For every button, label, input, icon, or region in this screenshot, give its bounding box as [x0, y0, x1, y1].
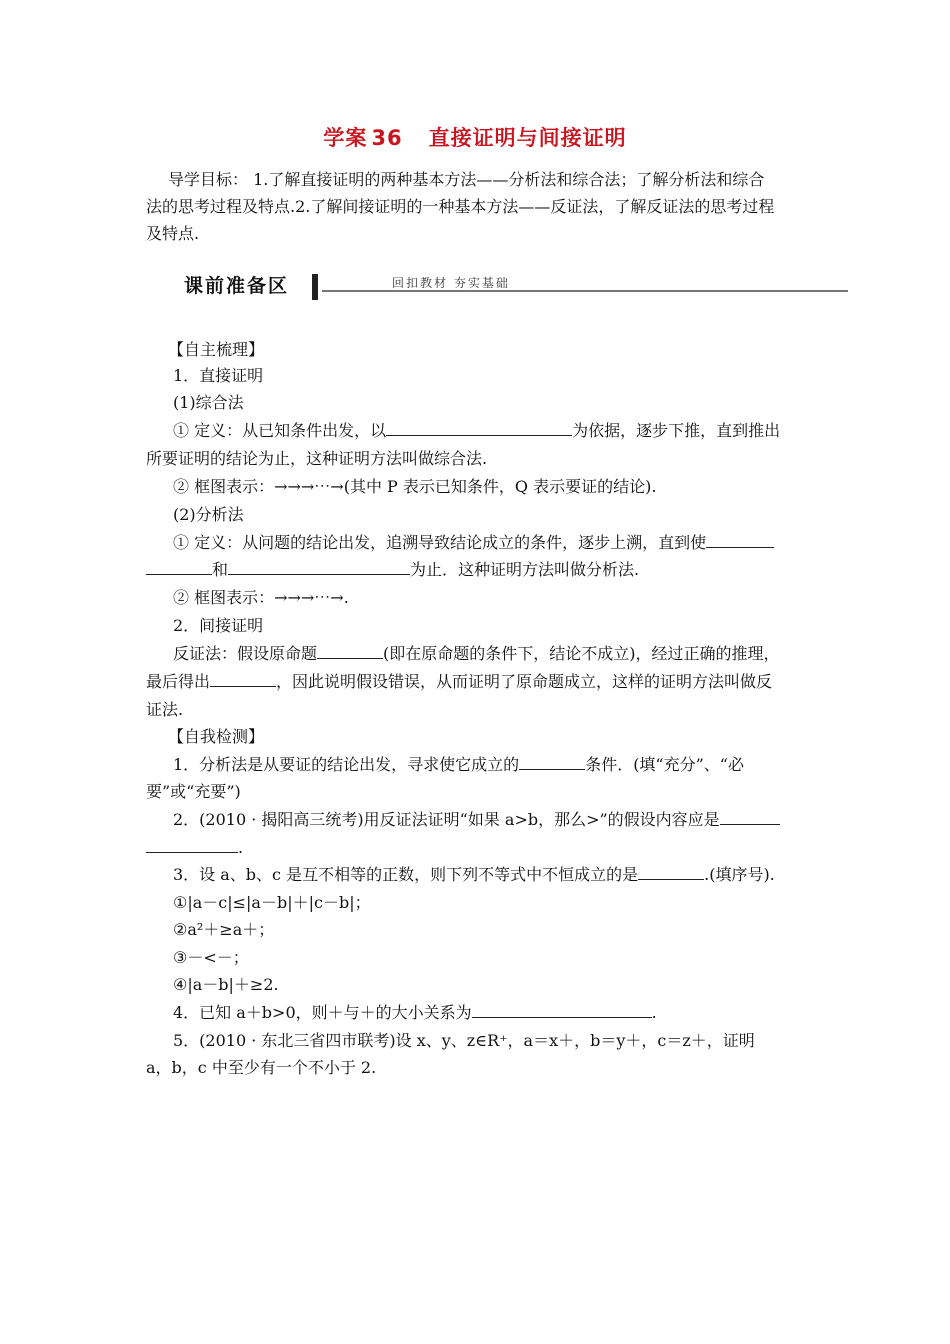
question-2: [173, 810, 780, 830]
question-1: [173, 755, 744, 775]
contra-text-c: 最后得出: [146, 672, 211, 691]
q2-text-b: .: [238, 838, 244, 857]
analytic-definition-cont: [146, 560, 639, 580]
answer-blank[interactable]: [146, 560, 212, 575]
goals-line-3: 及特点.: [146, 224, 200, 243]
contradiction-definition: [173, 644, 780, 664]
q1-text-b: 条件．(填“充分”、“必: [585, 755, 744, 774]
section-subtitle: 回扣教材 夯实基础: [392, 276, 510, 290]
q3-text-b: .(填序号).: [704, 865, 775, 884]
section-title: 课前准备区: [184, 275, 290, 297]
syn-def-text-a: ① 定义：从已知条件出发，以: [173, 421, 387, 440]
ana-def-text-c: 为止．这种证明方法叫做分析法.: [410, 560, 640, 579]
question-3-option-3: ③－<－；: [173, 948, 249, 967]
q2-text-a: 2．(2010 · 揭阳高三统考)用反证法证明“如果 a>b，那么>”的假设内容应是: [173, 810, 720, 829]
contra-text-b: (即在原命题的条件下，结论不成立)，经过正确的推理，: [383, 644, 780, 663]
contra-text-d: ，因此说明假设错误，从而证明了原命题成立，这样的证明方法叫做反: [276, 672, 773, 691]
section-header: [176, 270, 848, 304]
title-prefix: 学案: [323, 126, 368, 150]
question-4: [173, 1003, 657, 1023]
title-main: 直接证明与间接证明: [428, 126, 627, 150]
question-5-cont: a，b，c 中至少有一个不小于 2.: [146, 1058, 377, 1077]
synthetic-heading: (1)综合法: [173, 393, 244, 412]
analytic-diagram: ② 框图表示：→→→⋯→.: [173, 588, 349, 607]
question-3-option-2: ②a²＋≥a＋；: [173, 920, 275, 939]
title-number: 36: [371, 126, 403, 150]
indirect-proof-heading: 2．间接证明: [173, 616, 264, 635]
contra-text-a: 反证法：假设原命题: [173, 644, 318, 663]
synthetic-diagram: ② 框图表示：→→→⋯→(其中 P 表示已知条件，Q 表示要证的结论).: [173, 477, 657, 496]
goals-line-2: 法的思考过程及特点.2.了解间接证明的一种基本方法——反证法，了解反证法的思考过程: [146, 197, 775, 216]
answer-blank[interactable]: [706, 533, 774, 548]
synthetic-definition-cont: 所要证明的结论为止，这种证明方法叫做综合法.: [146, 449, 488, 468]
question-1-cont: 要”或“充要”): [146, 782, 241, 801]
self-review-heading: 【自主梳理】: [168, 340, 265, 359]
q1-text-a: 1．分析法是从要证的结论出发，寻求使它成立的: [173, 755, 520, 774]
analytic-definition: [173, 533, 774, 553]
contradiction-definition-cont: [146, 672, 772, 692]
q4-text-b: .: [651, 1003, 657, 1022]
answer-blank[interactable]: [210, 672, 276, 687]
answer-blank[interactable]: [386, 421, 572, 436]
question-2-cont: [146, 838, 243, 858]
question-3-option-4: ④|a－b|＋≥2.: [173, 975, 279, 994]
ana-def-text-b: 和: [212, 560, 229, 579]
q4-text-a: 4．已知 a＋b>0，则＋与＋的大小关系为: [173, 1003, 472, 1022]
page-title: [0, 122, 950, 152]
answer-blank[interactable]: [228, 560, 410, 575]
ana-def-text-a: ① 定义：从问题的结论出发，追溯导致结论成立的条件，逐步上溯，直到使: [173, 533, 707, 552]
analytic-heading: (2)分析法: [173, 505, 244, 524]
answer-blank[interactable]: [317, 644, 383, 659]
answer-blank[interactable]: [146, 838, 238, 853]
answer-blank[interactable]: [720, 810, 780, 825]
syn-def-text-b: 为依据，逐步下推，直到推出: [572, 421, 781, 440]
goals-line-1: 导学目标： 1.了解直接证明的两种基本方法——分析法和综合法；了解分析法和综合: [168, 170, 765, 189]
self-test-heading: 【自我检测】: [168, 727, 265, 746]
answer-blank[interactable]: [472, 1003, 652, 1018]
question-3: [173, 865, 775, 885]
question-5: 5．(2010 · 东北三省四市联考)设 x、y、z∈R⁺，a＝x＋，b＝y＋，c＝z＋，证明: [173, 1031, 755, 1050]
answer-blank[interactable]: [638, 865, 704, 880]
direct-proof-heading: 1．直接证明: [173, 366, 264, 385]
contradiction-definition-end: 证法.: [146, 700, 184, 719]
section-marker: [312, 274, 318, 300]
answer-blank[interactable]: [519, 755, 585, 770]
question-3-option-1: ①|a－c|≤|a－b|＋|c－b|；: [173, 893, 371, 912]
q3-text-a: 3．设 a、b、c 是互不相等的正数，则下列不等式中不恒成立的是: [173, 865, 639, 884]
synthetic-definition: [173, 421, 780, 441]
